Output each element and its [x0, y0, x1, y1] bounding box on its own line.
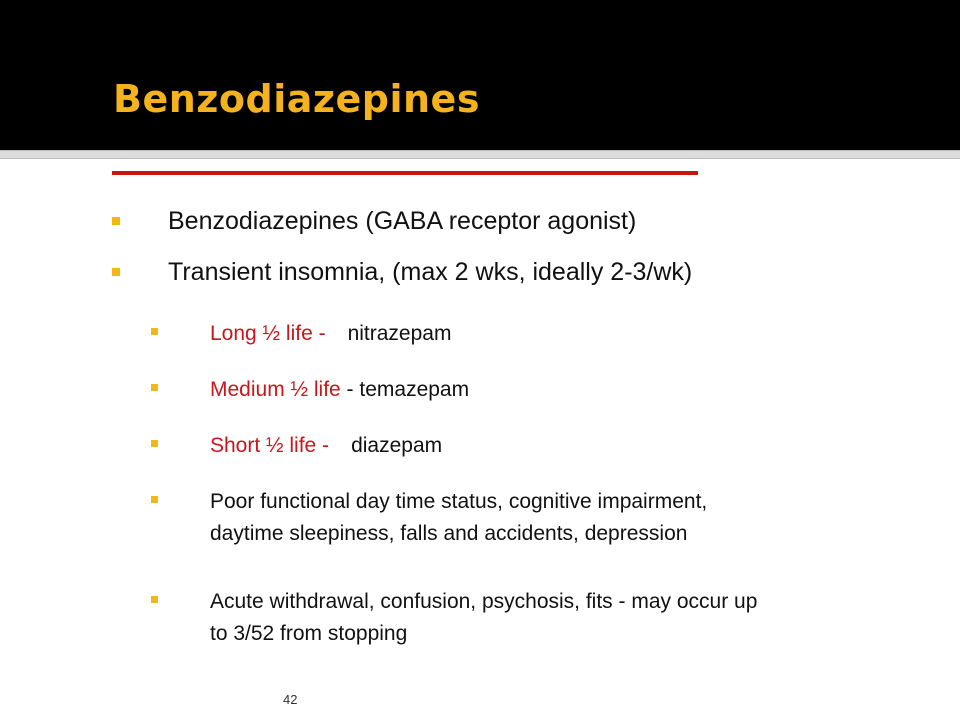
- sub-bullet-line: to 3/52 from stopping: [210, 622, 408, 645]
- sub-bullet-item: [210, 586, 757, 650]
- title-bar: [0, 0, 960, 150]
- drug-name: - temazepam: [340, 378, 470, 401]
- drug-name: nitrazepam: [347, 322, 452, 345]
- sub-bullet-item: [210, 374, 469, 406]
- sub-bullet-marker-icon: [151, 596, 158, 603]
- half-life-label: Long ½ life -: [210, 322, 326, 345]
- sub-bullet-item: [210, 318, 451, 350]
- bullet-item: Benzodiazepines (GABA receptor agonist): [168, 207, 637, 235]
- slide-number: 42: [283, 692, 298, 707]
- half-life-label: Short ½ life -: [210, 434, 330, 457]
- bullet-marker-icon: [112, 268, 120, 276]
- bullet-marker-icon: [112, 217, 120, 225]
- sub-bullet-line: Acute withdrawal, confusion, psychosis, fits - may occur up: [210, 590, 758, 613]
- header-divider: [0, 150, 960, 159]
- sub-bullet-line: Poor functional day time status, cognitive impairment,: [210, 490, 708, 513]
- slide-title: Benzodiazepines: [113, 77, 480, 121]
- sub-bullet-marker-icon: [151, 384, 158, 391]
- sub-bullet-marker-icon: [151, 440, 158, 447]
- drug-name: diazepam: [351, 434, 443, 457]
- sub-bullet-marker-icon: [151, 328, 158, 335]
- title-underline: [112, 171, 698, 175]
- half-life-label: Medium ½ life: [210, 378, 341, 401]
- sub-bullet-item: [210, 486, 707, 550]
- bullet-item: Transient insomnia, (max 2 wks, ideally 2-3/wk): [168, 258, 693, 286]
- sub-bullet-line: daytime sleepiness, falls and accidents, depression: [210, 522, 688, 545]
- sub-bullet-item: [210, 430, 442, 462]
- sub-bullet-marker-icon: [151, 496, 158, 503]
